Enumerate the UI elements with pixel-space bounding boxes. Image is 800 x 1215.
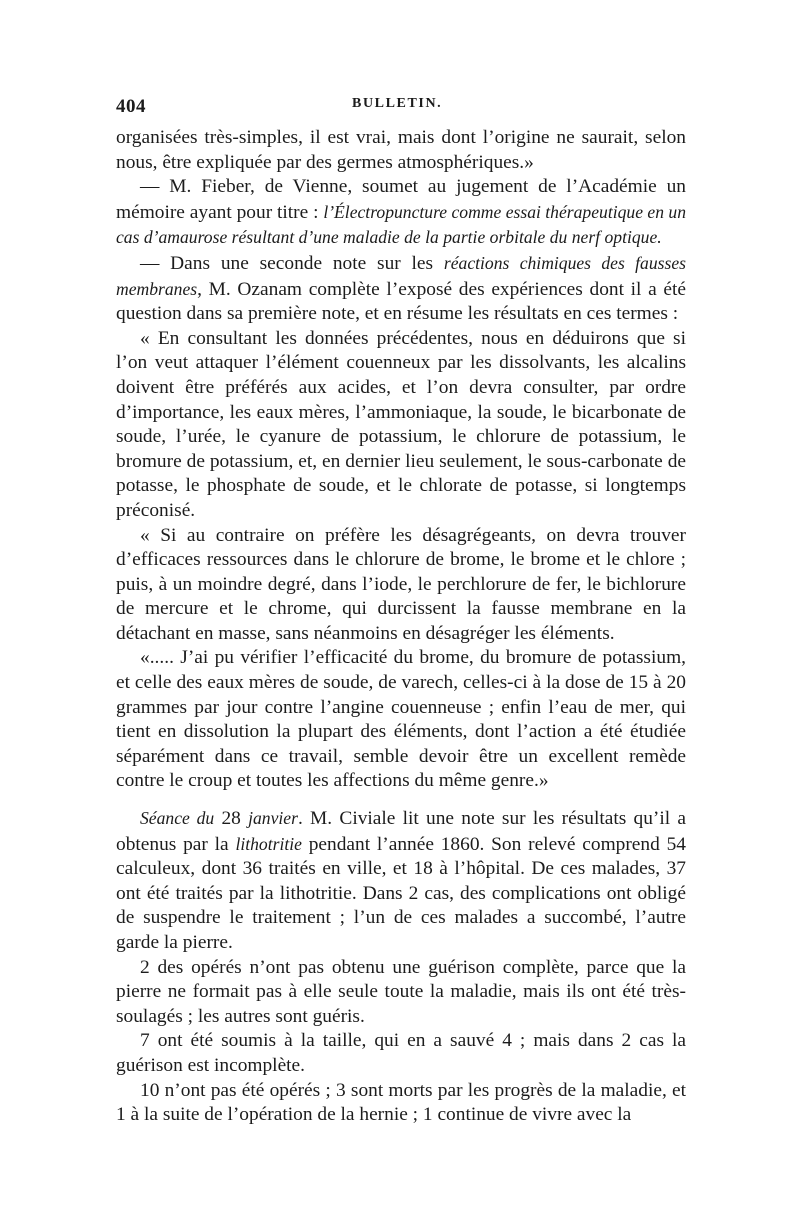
paragraph (116, 175, 686, 251)
text-run: , M. Ozanam complète l’exposé des expériences dont il a été question dans sa première note, et en résume les résultats en ces termes : (116, 278, 686, 325)
paragraph (116, 126, 686, 175)
paragraph (116, 956, 686, 1030)
text-run: 10 n’ont pas été opérés ; 3 sont morts par les progrès de la maladie, et 1 à la suite de l’opération de la hernie ; 1 continue de vivre avec la (116, 1079, 686, 1126)
paragraph (116, 1079, 686, 1128)
page-number: 404 (116, 96, 146, 117)
text-run: 2 des opérés n’ont pas obtenu une guérison complète, parce que la pierre ne formait pas à elle seule toute la maladie, mais ils ont été très-soulagés ; les autres sont guéris. (116, 956, 686, 1027)
text-run: — Dans une seconde note sur les (140, 252, 444, 274)
page-header (116, 96, 686, 124)
italic-text: lithotritie (235, 833, 302, 854)
paragraph (116, 646, 686, 794)
text-run: organisées très-simples, il est vrai, mais dont l’origine ne saurait, selon nous, être expliquée par des germes atmosphériques.» (116, 127, 686, 173)
italic-text: Séance du (140, 808, 215, 829)
text-run: « En consultant les données précédentes, nous en déduirons que si l’on veut attaquer l’élément couenneux par les dissolvants, les alcalins doivent être préférés aux acides, et l’on devra consulter, par ordre d’importance, les eaux mères, l’ammoniaque, la soude, le bicarbonate de soude, l’urée, le cyanure de potassium, le chlorure de potassium, le bromure de potassium, et, en dernier lieu seulement, le sous-carbonate de potasse, le phosphate de soude, et le chlorate de potasse, si longtemps préconisé. (116, 327, 686, 521)
text-run: « Si au contraire on préfère les désagrégeants, on devra trouver d’efficaces ressources dans le chlorure de brome, le brome et le chlore ; puis, à un moindre degré, dans l’iode, le perchlorure de fer, le bichlorure de mercure et le chrome, qui durcissent la fausse membrane en la détachant en masse, sans néanmoins en désagréger les éléments. (116, 524, 686, 644)
book-page (116, 96, 686, 1128)
body-text (116, 126, 686, 1128)
text-run: 28 (214, 808, 249, 830)
text-run: pendant l’année 1860. Son relevé comprend 54 calculeux, dont 36 traités en ville, et 18 à l’hôpital. De ces malades, 37 ont été traités par la lithotritie. Dans 2 cas, des complications ont obligé de suspendre le traitement ; l’un de ces malades a succombé, l’autre garde la pierre. (116, 833, 686, 953)
text-run: 7 ont été soumis à la taille, qui en a sauvé 4 ; mais dans 2 cas la guérison est incomplète. (116, 1030, 686, 1076)
italic-text: réactions chimiques des fausses membranes (116, 252, 687, 299)
session-paragraph (116, 806, 686, 956)
italic-text: l’Électropuncture comme essai thérapeutique en un cas d’amaurose résultant d’une maladie de la partie orbitale du nerf optique. (116, 201, 687, 248)
paragraph (116, 524, 686, 647)
paragraph (116, 327, 686, 524)
text-run: . M. Civiale lit une note sur les résultats qu’il a obtenus par la (116, 808, 686, 855)
running-title: BULLETIN. (352, 96, 443, 111)
paragraph (116, 251, 686, 327)
text-run: — M. Fieber, de Vienne, soumet au jugement de l’Académie un mémoire ayant pour titre : (116, 176, 686, 223)
paragraph (116, 1029, 686, 1078)
italic-text: janvier (248, 808, 298, 829)
text-run: «..... J’ai pu vérifier l’efficacité du brome, du bromure de potassium, et celle des eaux mères de soude, de varech, celles-ci à la dose de 15 à 20 grammes par jour contre l’angine couenneuse ; enfin l’eau de mer, qui tient en dissolution la plupart des éléments, dont l’action a été étudiée séparément dans ce travail, semble devoir être un excellent remède contre le croup et toutes les affections du même genre.» (116, 647, 686, 792)
